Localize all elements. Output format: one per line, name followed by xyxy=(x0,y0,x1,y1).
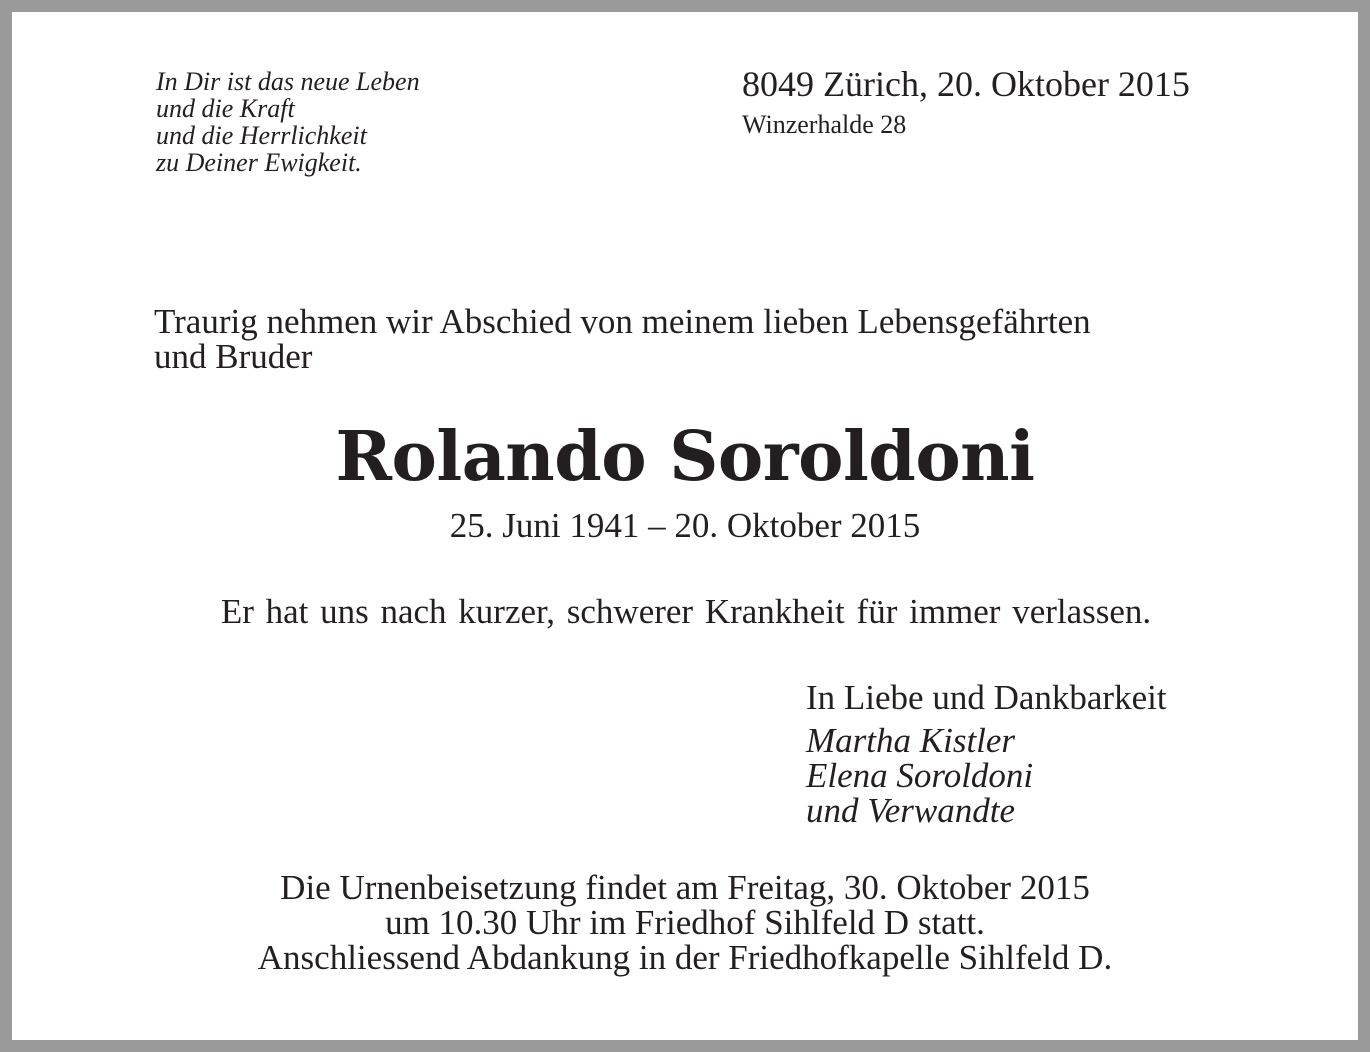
mourners-list xyxy=(806,723,1033,828)
bible-verse xyxy=(156,68,420,176)
intro-text xyxy=(154,304,1218,374)
closing-line: In Liebe und Dankbarkeit xyxy=(806,678,1167,717)
funeral-line: um 10.30 Uhr im Friedhof Sihlfeld D statt. xyxy=(385,903,985,942)
intro-line: Traurig nehmen wir Abschied von meinem lieben Lebensgefährten xyxy=(154,302,1091,341)
place-and-date: 8049 Zürich, 20. Oktober 2015 xyxy=(742,64,1190,104)
mourner-name: Elena Soroldoni xyxy=(806,756,1034,795)
verse-line: und die Kraft xyxy=(156,94,295,123)
life-dates: 25. Juni 1941 – 20. Oktober 2015 xyxy=(449,506,921,545)
address: Winzerhalde 28 xyxy=(742,110,907,139)
intro-line: und Bruder xyxy=(154,337,313,376)
funeral-line: Anschliessend Abdankung in der Friedhofkapelle Sihlfeld D. xyxy=(257,938,1113,977)
obituary-notice xyxy=(12,12,1358,1040)
verse-line: und die Herrlichkeit xyxy=(156,121,367,150)
message-text: Er hat uns nach kurzer, schwerer Krankheit für immer verlassen. xyxy=(220,592,1152,631)
deceased-name: Rolando Soroldoni xyxy=(335,417,1035,497)
verse-line: In Dir ist das neue Leben xyxy=(156,67,420,96)
funeral-line: Die Urnenbeisetzung findet am Freitag, 30. Oktober 2015 xyxy=(280,868,1090,907)
funeral-details xyxy=(12,870,1358,975)
verse-line: zu Deiner Ewigkeit. xyxy=(156,148,362,177)
mourner-name: und Verwandte xyxy=(806,791,1016,830)
mourner-name: Martha Kistler xyxy=(806,721,1016,760)
